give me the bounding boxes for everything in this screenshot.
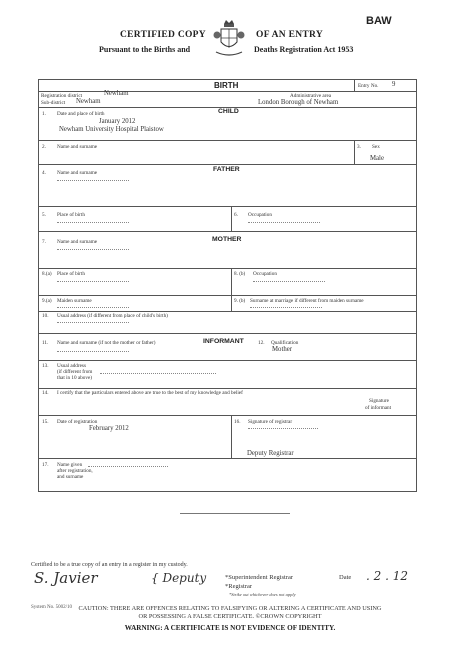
signature-label-2: of informant bbox=[365, 405, 392, 411]
num-16: 16. bbox=[234, 419, 241, 425]
num-4: 4. bbox=[42, 170, 46, 176]
num-1: 1. bbox=[42, 111, 46, 117]
caution-line-1: CAUTION: THERE ARE OFFENCES RELATING TO FALSIFYING OR ALTERING A CERTIFICATE AND USING bbox=[78, 605, 382, 612]
f12-label: Qualification bbox=[271, 340, 299, 346]
num-15: 15. bbox=[42, 419, 49, 425]
f4-label: Name and surname bbox=[57, 170, 98, 176]
signature-handwritten: S. Javier bbox=[34, 569, 98, 587]
f15-label: Date of registration bbox=[57, 419, 98, 425]
num-8a: 8.(a) bbox=[42, 271, 52, 277]
f10-label: Usual address (if different from place of child's birth) bbox=[57, 313, 168, 319]
registrar-option-1: *Superintendent Registrar bbox=[225, 574, 294, 581]
caution-line-2: OR POSSESSING A FALSE CERTIFICATE. ©CROWN COPYRIGHT bbox=[138, 613, 322, 620]
title-right: OF AN ENTRY bbox=[256, 30, 324, 40]
f2-label: Name and surname bbox=[57, 144, 98, 150]
system-number: System No. 5002/10 bbox=[31, 605, 72, 610]
registrar-option-2: *Registrar bbox=[225, 583, 253, 590]
f15-value: February 2012 bbox=[89, 425, 129, 432]
num-11: 11. bbox=[42, 340, 49, 346]
f6-label: Occupation bbox=[248, 212, 272, 218]
f17-label-2: after registration, bbox=[57, 468, 93, 474]
num-14: 14. bbox=[42, 390, 49, 396]
f13-label-1: Usual address bbox=[57, 363, 86, 369]
f1-date-value: January 2012 bbox=[99, 118, 136, 125]
reg-district-label: Registration district bbox=[41, 93, 83, 99]
f1-label: Date and place of birth bbox=[57, 111, 105, 117]
f13-label-3: that in 10 above) bbox=[57, 375, 93, 381]
f3-label: Sex bbox=[372, 144, 380, 150]
date-value: . 2 . 12 bbox=[366, 569, 408, 583]
num-8b: 8. (b) bbox=[234, 271, 246, 277]
num-12: 12. bbox=[258, 340, 265, 346]
f5-label: Place of birth bbox=[57, 212, 85, 218]
child-heading: CHILD bbox=[218, 108, 239, 115]
strike-note: *Strike out whichever does not apply bbox=[229, 592, 296, 597]
sub-district-value: Newham bbox=[76, 98, 101, 105]
document-code: BAW bbox=[366, 15, 392, 27]
f7-label: Name and surname bbox=[57, 239, 98, 245]
num-2: 2. bbox=[42, 144, 46, 150]
f14-label: I certify that the particulars entered above are true to the best of my knowledge and belief bbox=[57, 390, 243, 396]
num-10: 10. bbox=[42, 313, 49, 319]
num-9b: 9. (b) bbox=[234, 298, 246, 304]
royal-crest-icon bbox=[212, 18, 246, 63]
admin-area-label: Administrative area bbox=[290, 93, 332, 99]
num-7: 7. bbox=[42, 239, 46, 245]
separator-line bbox=[180, 513, 290, 514]
num-9a: 9.(a) bbox=[42, 298, 52, 304]
signature-role-handwritten: { Deputy bbox=[151, 571, 207, 585]
warning-text: WARNING: A CERTIFICATE IS NOT EVIDENCE OF IDENTITY. bbox=[124, 624, 336, 632]
reg-district-value: Newham bbox=[104, 90, 129, 97]
entry-no-value: 9 bbox=[392, 81, 396, 88]
entry-no-label: Entry No. bbox=[358, 83, 379, 89]
father-heading: FATHER bbox=[213, 166, 240, 173]
mother-heading: MOTHER bbox=[212, 236, 242, 243]
subtitle-right: Deaths Registration Act 1953 bbox=[254, 45, 354, 54]
signature-label-1: Signature bbox=[369, 398, 389, 404]
certified-text: Certified to be a true copy of an entry in a register in my custody. bbox=[31, 562, 188, 568]
section-title-birth: BIRTH bbox=[214, 81, 239, 90]
f17-label-3: and surname bbox=[57, 474, 84, 480]
f11-label: Name and surname (if not the mother or father) bbox=[57, 340, 156, 346]
sub-district-label: Sub-district bbox=[41, 100, 66, 106]
f16-label: Signature of registrar bbox=[248, 419, 293, 425]
f1-place-value: Newham University Hospital Plaistow bbox=[59, 126, 164, 133]
f9b-label: Surname at marriage if different from maiden surname bbox=[250, 298, 364, 304]
f16-value: Deputy Registrar bbox=[247, 450, 294, 457]
f12-value: Mother bbox=[272, 346, 293, 353]
admin-area-value: London Borough of Newham bbox=[258, 99, 339, 106]
f3-value: Male bbox=[370, 155, 384, 162]
title-left: CERTIFIED COPY bbox=[120, 30, 206, 40]
date-label: Date bbox=[339, 574, 352, 581]
f13-label-2: (if different from bbox=[57, 369, 93, 375]
num-17: 17. bbox=[42, 462, 49, 468]
f8b-label: Occupation bbox=[253, 271, 277, 277]
subtitle-left: Pursuant to the Births and bbox=[99, 45, 191, 54]
num-3: 3. bbox=[357, 144, 361, 150]
informant-heading: INFORMANT bbox=[203, 338, 244, 345]
f17-label-1: Name given bbox=[57, 462, 83, 468]
num-6: 6. bbox=[234, 212, 238, 218]
num-13: 13. bbox=[42, 363, 49, 369]
f9a-label: Maiden surname bbox=[57, 298, 92, 304]
f8a-label: Place of birth bbox=[57, 271, 85, 277]
num-5: 5. bbox=[42, 212, 46, 218]
